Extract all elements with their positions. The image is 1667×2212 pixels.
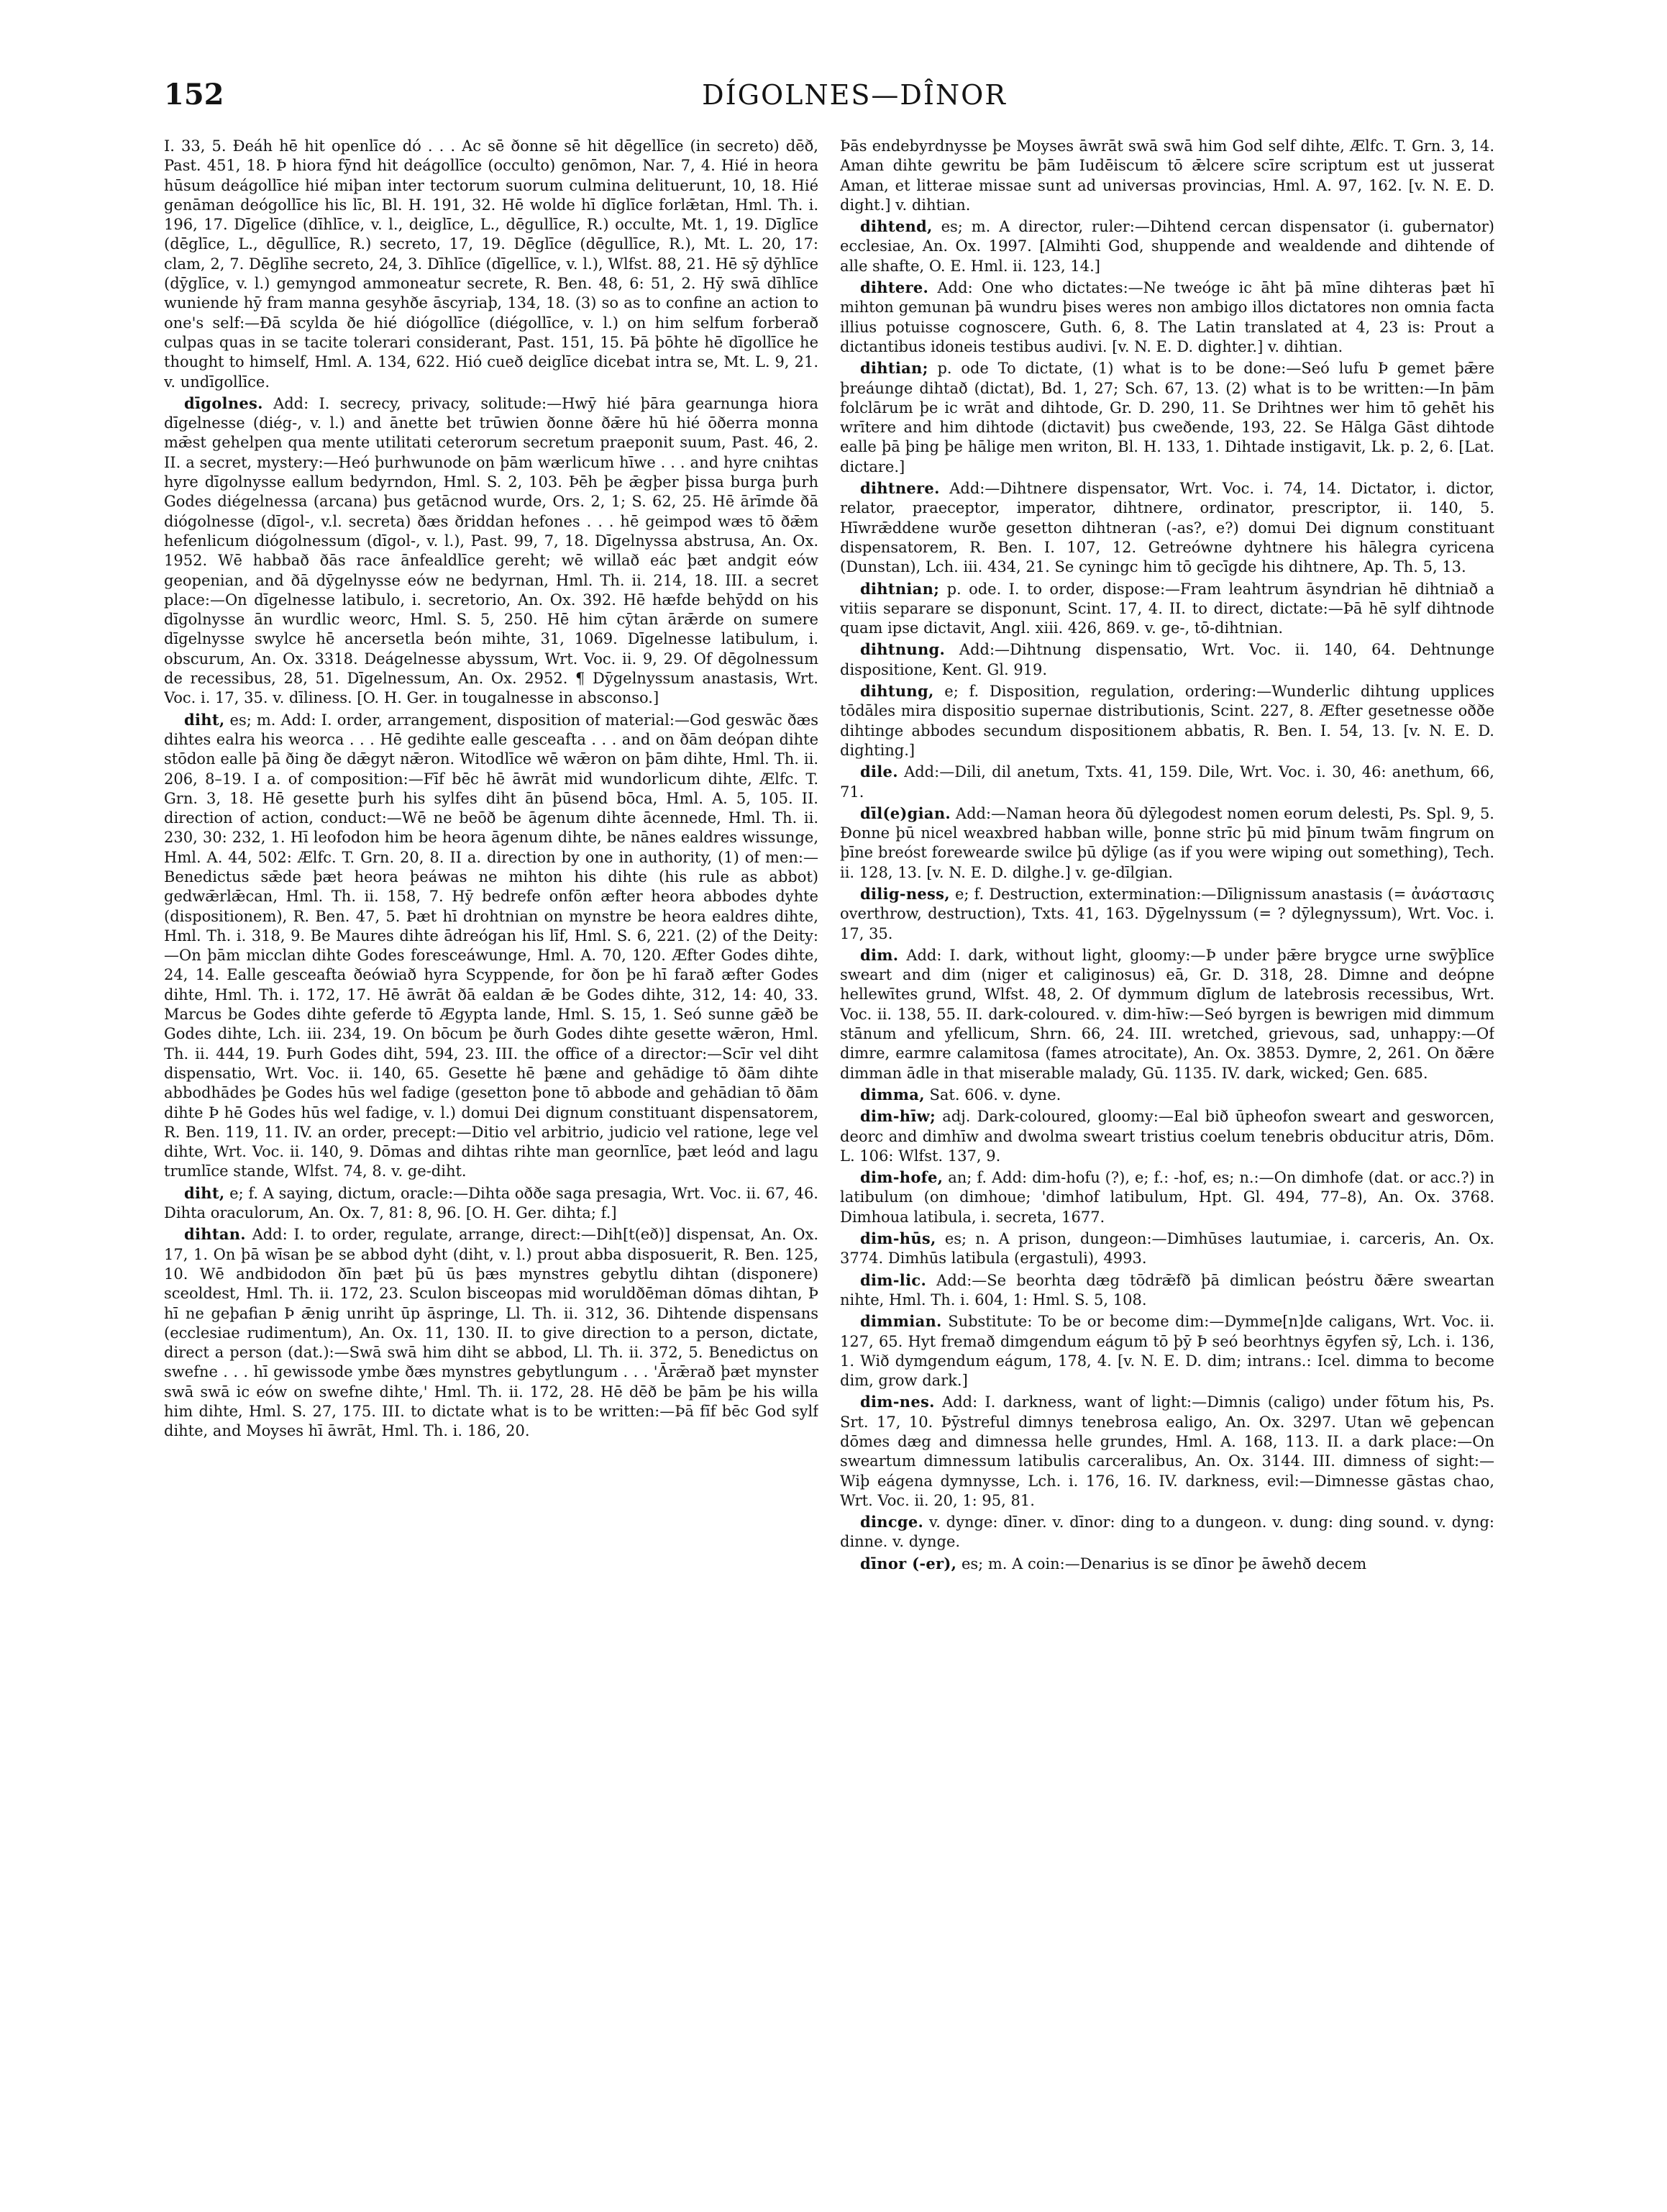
dictionary-entry [840, 1311, 1494, 1391]
dictionary-entry [164, 393, 818, 709]
entry-text: an; f. Add: dim-hofu (?), e; f.: -hof, es; n.:—On dimhofe (dat. or acc.?) in latibulum (on dimhoue; 'dimhof latibulum, Hpt. Gl. 494, 77–8), An. Ox. 3768. Dimhoua latibula, i. secreta, 1677. [840, 1169, 1494, 1226]
dictionary-entry [840, 1554, 1494, 1574]
entry-text: adj. Dark-coloured, gloomy:—Eal bið ūpheofon sweart and gesworcen, deorc and dimhīw and dwolma sweart tristius coelum tenebris obducitur atris, Dōm. L. 106: Wlfst. 137, 9. [840, 1108, 1494, 1165]
dictionary-entry [840, 945, 1494, 1083]
dictionary-entry [164, 710, 818, 1182]
running-title: DÍGOLNES—DÎNOR [702, 79, 1007, 111]
entry-text: Sat. 606. v. dyne. [929, 1085, 1061, 1103]
entry-headword: dim-nes. [860, 1393, 935, 1411]
entry-headword: dīgolnes. [184, 393, 263, 412]
right-column [840, 137, 1494, 2165]
entry-headword: dīl(e)gian. [860, 804, 951, 822]
entry-headword: dimmian. [860, 1312, 942, 1331]
entry-headword: dim-lic. [860, 1270, 927, 1289]
running-head [164, 78, 1545, 121]
entry-headword: dihtere. [860, 278, 929, 297]
entry-text: es; n. A prison, dungeon:—Dimhūses lautumiae, i. carceris, An. Ox. 3774. Dimhūs latibula (ergastuli), 4993. [840, 1230, 1494, 1267]
entry-text: Substitute: To be or become dim:—Dymme[n]de caligans, Wrt. Voc. ii. 127, 65. Hyt fremað dimgendum eágum tō þȳ Þ seó beorhtnys ēgyfen sȳ, Lch. i. 136, 1. Wið dymgendum eágum, 178, 4. [v. N. E. D. dim; intrans.: Icel. dimma to become dim, grow dark.] [840, 1313, 1494, 1390]
dictionary-entry [840, 478, 1494, 577]
page-number: 152 [164, 78, 224, 111]
left-column [164, 137, 818, 2165]
entry-headword: dihtend, [860, 217, 933, 236]
entry-text: Add: I. dark, without light, gloomy:—Þ under þǣre brygce urne swȳþlīce sweart and dim (niger et caliginosus) eā, Gr. D. 318, 28. Dimne and deópne hellewītes grund, Wlfst. 48, 2. Of dymmum dīglum de latebrosis recessibus, Wrt. Voc. ii. 138, 55. II. dark-coloured. v. dim-hīw:—Seó byrgen is bewrigen mid dimmum stānum and yfellicum, Shrn. 66, 24. III. wretched, grievous, sad, unhappy:—Of dimre, earmre calamitosa (fames atrocitate), An. Ox. 3853. Dymre, 2, 261. On ðǣre dimman ādle in that miserable malady, Gū. 1135. IV. dark, wicked; Gen. 685. [840, 946, 1494, 1082]
entry-text: Add:—Dihtnung dispensatio, Wrt. Voc. ii. 140, 64. Dehtnunge dispositione, Kent. Gl. 919. [840, 641, 1494, 678]
entry-headword: dim. [860, 945, 899, 964]
entry-continuation [840, 137, 1494, 215]
dictionary-entry [840, 762, 1494, 802]
dictionary-entry [840, 884, 1494, 944]
entry-headword: dihtian; [860, 359, 928, 378]
entry-text: Add: I. secrecy, privacy, solitude:—Hwȳ hié þāra gearnunga hiora dīgelnesse (diég-, v. l.) and ānette bet trūwien ðonne ðǣre hū hié ōðerra monna mǣst gehelpen qua mente utilitati ceterorum secretum praeponit suum, Past. 46, 2. II. a secret, mystery:—Heó þurhwunode on þām wærlicum hīwe . . . and hyre cnihtas hyre dīgolnysse eallum bedyrndon, Hml. S. 2, 103. Þēh þe ǣgþer þissa burga þurh Godes diégelnessa (arcana) þus getācnod wurde, Ors. 2, 1; S. 62, 25. Hē ārīmde ðā diógolnesse (dīgol-, v.l. secreta) ðæs ðriddan hefones . . . hē geimpod wæs tō ðǣm hefenlicum diógolnessum (dīgol-, v. l.), Past. 99, 7, 18. Dīgelnyssa abstrusa, An. Ox. 1952. Wē habbað ðās race ānfealdlīce gereht; wē willað eác þæt andgit eów geopenian, and ðā dȳgelnysse eów ne bedyrnan, Hml. Th. ii. 214, 18. III. a secret place:—On dīgelnesse latibulo, i. secretorio, An. Ox. 392. Hē hæfde behȳdd on his dīgolnysse ān wurdlic weorc, Hml. S. 5, 250. Hē him cȳtan ārǣrde on sumere dīgelnysse swylce hē ancersetla beón mihte, 31, 1069. Dīgelnesse latibulum, i. obscurum, An. Ox. 3318. Deágelnesse abyssum, Wrt. Voc. ii. 9, 29. Of dēgolnessum de recessibus, 28, 51. Dīgelnessum, An. Ox. 2952. ¶ Dȳgelnyssum anastasis, Wrt. Voc. i. 17, 35. v. dīliness. [O. H. Ger. in tougalnesse in absconso.] [164, 394, 818, 707]
entry-text: e; f. Destruction, extermination:—Dīlignissum anastasis (= ἀνάστασις overthrow, destruction), Txts. 41, 163. Dȳgelnyssum (= ? dȳlegnyssum), Wrt. Voc. i. 17, 35. [840, 885, 1494, 942]
dictionary-entry [840, 579, 1494, 639]
entry-headword: dim-hīw; [860, 1107, 936, 1126]
dictionary-entry [840, 804, 1494, 883]
dictionary-entry [840, 640, 1494, 680]
entry-headword: dihtnere. [860, 479, 940, 498]
dictionary-entry [840, 1168, 1494, 1227]
entry-text: Þās endebyrdnysse þe Moyses āwrāt swā swā him God self dihte, Ælfc. T. Grn. 3, 14. Aman dihte gewritu be þām Iudēiscum tō ǣlcere scīre scriptum est ut jusserat Aman, et litterae missae sunt ad universas provincias, Hml. A. 97, 162. [v. N. E. D. dight.] v. dihtian. [840, 137, 1494, 214]
entry-text: Add:—Naman heora ðū dȳlegodest nomen eorum delesti, Ps. Spl. 9, 5. Ðonne þū nicel weaxbred habban wille, þonne strīc þū mid þīnum twām fingrum on þīne breóst forewearde swilce þū dȳlige (as if you were wiping out something), Tech. ii. 128, 13. [v. N. E. D. dilghe.] v. ge-dīlgian. [840, 804, 1494, 881]
entry-text: Add: One who dictates:—Ne tweóge ic āht þā mīne dihteras þæt hī mihton gemunan þā wundru þises weres non ambigo illos dictatores non omnia facta illius potuisse cognoscere, Guth. 6, 8. The Latin translated at 4, 23 is: Prout a dictantibus idoneis testibus audivi. [v. N. E. D. dighter.] v. dihtian. [840, 279, 1494, 355]
dictionary-entry [840, 1106, 1494, 1166]
entry-headword: dihtan. [184, 1225, 246, 1244]
entry-headword: dincge. [860, 1513, 924, 1531]
entry-text: v. dynge: dīner. v. dīnor: ding to a dungeon. v. dung: ding sound. v. dyng: dinne. v. dynge. [840, 1514, 1494, 1551]
entry-text: es; m. A coin:—Denarius is se dīnor þe āwehð decem [961, 1555, 1367, 1572]
entry-text: es; m. A director, ruler:—Dihtend cercan dispensator (i. gubernator) ecclesiae, An. Ox. 1997. [Almihti God, shuppende and wealdende and dihtende of alle shafte, O. E. Hml. ii. 123, 14.] [840, 218, 1494, 275]
entry-text: I. 33, 5. Ðeáh hē hit openlīce dó . . . Ac sē ðonne sē hit dēgellīce (in secreto) dēð, Past. 451, 18. Þ hiora fȳnd hit deágollīce (occulto) genōmon, Nar. 7, 4. Hié in heora hūsum deágollīce hié miþan inter tectorum suorum culmina delituerunt, 10, 18. Hié genāman deógollīce his līc, Bl. H. 191, 32. Hē wolde hī dīglīce forlǣtan, Hml. Th. i. 196, 17. Dīgelīce (dīhlīce, v. l., deiglīce, L., dēgullīce, R.) occulte, Mt. 1, 19. Dīglīce (dēglīce, L., dēgullīce, R.) secreto, 17, 19. Dēglīce (dēgullīce, R.), Mt. L. 20, 17: clam, 2, 7. Dēglīhe secreto, 24, 3. Dīhlīce (dīgellīce, v. l.), Wlfst. 88, 21. Hē sȳ dȳhlīce (dȳglīce, v. l.) gemyngod ammoneatur secrete, R. Ben. 48, 6: 51, 2. Hȳ swā dīhlīce wuniende hȳ fram manna gesyhðe āscyriaþ, 134, 18. (3) so as to confine an action to one's self:—Ðā scylda ðe hié diógollīce (diégollīce, v. l.) on him selfum forberað culpas quas in se tacite tolerari considerant, Past. 151, 15. Þā þōhte hē dīgollīce he thought to himself, Hml. A. 134, 622. Hió cueð deiglīce dicebat intra se, Mt. L. 9, 21. v. undīgollīce. [164, 137, 818, 391]
dictionary-entry [840, 1392, 1494, 1511]
dictionary-entry [840, 217, 1494, 276]
entry-text: e; f. A saying, dictum, oracle:—Dihta oððe saga presagia, Wrt. Voc. ii. 67, 46. Dihta oraculorum, An. Ox. 7, 81: 8, 96. [O. H. Ger. dihta; f.] [164, 1184, 818, 1222]
dictionary-entry [840, 1270, 1494, 1311]
entry-text: es; m. Add: I. order, arrangement, disposition of material:—God geswāc ðæs dihtes ealra his weorca . . . Hē gedihte ealle gesceafta . . . and on ðām deópan dihte stōdon ealle þā ðing ðe dǣgyt nǣron. Witodlīce wē wǣron on þām dihte, Hml. Th. ii. 206, 8–19. I a. of composition:—Fīf bēc hē āwrāt mid wundorlicum dihte, Ælfc. T. Grn. 3, 18. Hē gesette þurh his sylfes diht ān þūsend bōca, Hml. A. 5, 105. II. direction of action, conduct:—Wē ne beōð be āgenum dihte ācennede, Hml. Th. ii. 230, 30: 232, 1. Hī leofodon him be heora āgenum dihte, be nānes ealdres wissunge, Hml. A. 44, 502: Ælfc. T. Grn. 20, 8. II a. direction by one in authority, (1) of men:—Benedictus sǣde þæt heora þeáwas ne mihton his dihte (his rule as abbot) gedwǣrlǣcan, Hml. Th. ii. 158, 7. Hȳ bedrefe onfōn æfter heora abbodes dyhte (dispositionem), R. Ben. 47, 5. Þæt hī drohtnian on mynstre be heora ealdres dihte, Hml. Th. i. 318, 9. Be Maures dihte ādreógan his līf, Hml. S. 6, 221. (2) of the Deity:—On þām micclan dihte Godes foresceáwunge, Hml. A. 70, 120. Æfter Godes dihte, 24, 14. Ealle gesceafta ðeówiað hyra Scyppende, for ðon þe hī farað æfter Godes dihte, Hml. Th. i. 172, 17. Hē āwrāt ðā ealdan ǣ be Godes dihte, 312, 14: 40, 33. Marcus be Godes dihte geferde tō Ægypta lande, Hml. S. 15, 1. Seó sunne gǣð be Godes dihte, Lch. iii. 234, 19. On bōcum þe ðurh Godes dihte gesette wǣron, Hml. Th. ii. 444, 19. Þurh Godes diht, 594, 23. III. the office of a director:—Scīr vel diht dispensatio, Wrt. Voc. ii. 140, 65. Gesette hē þæne and gehādige tō ðām dihte abbodhādes þe Godes hūs wel fadige (gesetton þone tō abbode and gehādian tō ðām dihte Þ hē Godes hūs wel fadige, v. l.) domui Dei dignum constituant dispensatorem, R. Ben. 119, 11. IV. an order, precept:—Ditio vel arbitrio, judicio vel ratione, lege vel dihte, Wrt. Voc. ii. 140, 9. Dōmas and dihtas rihte man geornlīce, þæt leód and lagu trumlīce stande, Wlfst. 74, 8. v. ge-diht. [164, 711, 818, 1180]
entry-headword: dihtnian; [860, 579, 940, 598]
dictionary-entry [840, 278, 1494, 357]
entry-text: Add:—Dihtnere dispensator, Wrt. Voc. i. 74, 14. Dictator, i. dictor, relator, praeceptor, imperator, dihtnere, ordinator, prescriptor, ii. 140, 5. Hīwrǣddene wurðe gesetton dihtneran (-as?, e?) domui Dei dignum constituant dispensatorem, R. Ben. I. 107, 12. Getreówne dyhtnere his hālegra cyricena (Dunstan), Lch. iii. 434, 21. Se cyningc him tō gecīgde his dihtnere, Ap. Th. 5, 13. [840, 480, 1494, 576]
entry-continuation [164, 137, 818, 392]
entry-text: Add: I. darkness, want of light:—Dimnis (caligo) under fōtum his, Ps. Srt. 17, 10. Þȳstreful dimnys tenebrosa ealigo, An. Ox. 3297. Utan wē geþencan dōmes dæg and dimnessa helle grundes, Hml. A. 168, 113. II. a dark place:—On sweartum dimnessum latibulis carceralibus, An. Ox. 3144. III. dimness of sight:—Wiþ eágena dymnysse, Lch. i. 176, 16. IV. darkness, evil:—Dimnesse gāstas chao, Wrt. Voc. ii. 20, 1: 95, 81. [840, 1393, 1494, 1509]
dictionary-entry [164, 1183, 818, 1224]
dictionary-entry [840, 1512, 1494, 1552]
entry-headword: dilig-ness, [860, 884, 950, 903]
dictionary-entry [164, 1224, 818, 1441]
dictionary-entry [840, 358, 1494, 477]
entry-headword: diht, [184, 1183, 225, 1202]
entry-headword: dimma, [860, 1085, 925, 1103]
entry-text: e; f. Disposition, regulation, ordering:—Wunderlic dihtung upplices tōdāles mira dispositio supernae distributionis, Scint. 227, 8. Æfter gesetnesse oððe dihtinge abbodes secundum dispositionem abbatis, R. Ben. I. 54, 13. [v. N. E. D. dighting.] [840, 683, 1494, 759]
entry-headword: dihtung, [860, 682, 934, 701]
dictionary-entry [840, 681, 1494, 760]
entry-headword: dīnor (-er), [860, 1554, 957, 1572]
entry-text: Add: I. to order, regulate, arrange, direct:—Dih[t(eð)] dispensat, An. Ox. 17, 1. On þā wīsan þe se abbod dyht (diht, v. l.) prout abba disposuerit, R. Ben. 125, 10. Wē andbidodon ðīn þæt þū ūs þæs mynstres gebytlu dihtan (disponere) sceoldest, Hml. Th. ii. 172, 23. Sculon bisceopas mid woruldðēman dōmas dihtan, Þ hī ne geþafian Þ ǣnig unriht ūp āspringe, Ll. Th. ii. 312, 36. Dihtende dispensans (ecclesiae rudimentum), An. Ox. 11, 130. II. to give direction to a person, dictate, direct a person (dat.):—Swā swā him diht se abbod, Ll. Th. ii. 372, 5. Benedictus on swefne . . . hī gewissode ymbe ðæs mynstres gebytlungum . . . 'Ārǣrað þæt mynster swā swā ic eów on swefne dihte,' Hml. Th. ii. 172, 28. Hē dēð be þām þe his willa him dihte, Hml. S. 27, 175. III. to dictate what is to be written:—Þā fīf bēc God sylf dihte, and Moyses hī āwrāt, Hml. Th. i. 186, 20. [164, 1226, 818, 1440]
entry-text: Add:—Se beorhta dæg tōdrǣfð þā dimlican þeóstru ðǣre sweartan nihte, Hml. Th. i. 604, 1: Hml. S. 5, 108. [840, 1271, 1494, 1308]
entry-headword: dim-hūs, [860, 1229, 936, 1248]
entry-headword: dihtnung. [860, 640, 946, 659]
entry-text: p. ode To dictate, (1) what is to be done:—Seó lufu Þ gemet þǣre þreáunge dihtað (dictat), Bd. 1, 27; Sch. 67, 13. (2) what is to be written:—In þām folclārum þe ic wrāt and dihtode, Gr. D. 290, 11. Se Drihtnes wer him tō gehēt his wrītere and him dihtode (dictavit) þus cweðende, 193, 22. Se Hālga Gāst dihtode ealle þā þing þe hālige men writon, Bl. H. 133, 1. Dihtade instigavit, Lk. p. 2, 6. [Lat. dictare.] [840, 360, 1494, 475]
entry-text: Add:—Dili, dil anetum, Txts. 41, 159. Dile, Wrt. Voc. i. 30, 46: anethum, 66, 71. [840, 763, 1494, 801]
entry-headword: dile. [860, 763, 898, 781]
dictionary-entry [840, 1085, 1494, 1105]
entry-text: p. ode. I. to order, dispose:—Fram leahtrum āsyndrian hē dihtniað a vitiis separare se disponunt, Scint. 17, 4. II. to direct, dictate:—Þā hē sylf dihtnode quam ipse dictavit, Angl. xiii. 426, 869. v. ge-, tō-dihtnian. [840, 580, 1494, 637]
entry-headword: diht, [184, 710, 225, 729]
entry-headword: dim-hofe, [860, 1168, 944, 1187]
dictionary-entry [840, 1229, 1494, 1269]
